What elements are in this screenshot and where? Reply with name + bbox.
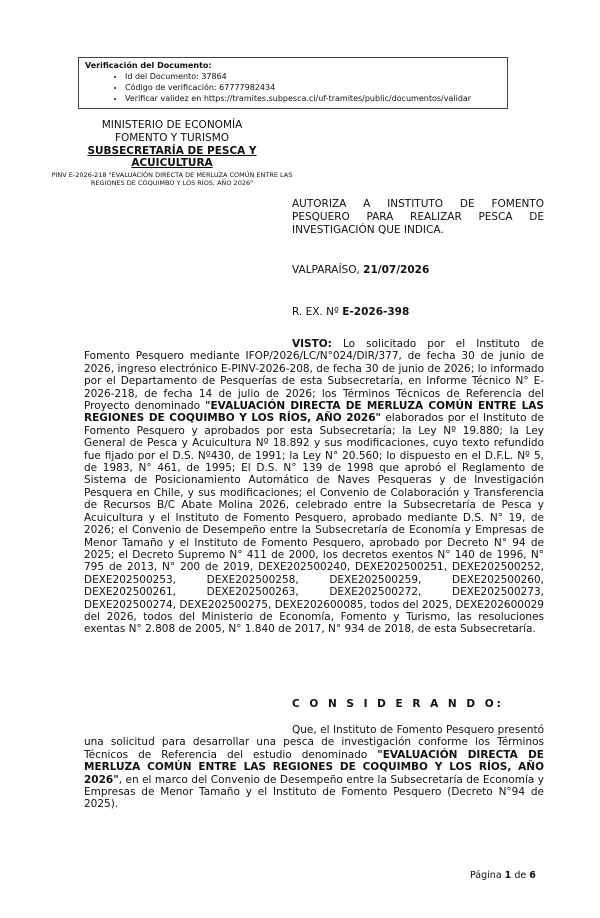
ministry-line-1: MINISTERIO DE ECONOMÍA (101, 119, 243, 131)
page-footer (470, 870, 536, 881)
considerando-heading: C O N S I D E R A N D O: (292, 698, 504, 710)
subsecretaria-title: SUBSECRETARÍA DE PESCA Y ACUICULTURA (87, 145, 257, 169)
visto-text-1: Lo solicitado por el Instituto de Fomento Pesquero mediante IFOP/2026/LC/N°024/DIR/377, de fecha 30 de junio de 2026, ingreso electrónico E-PINV-2026-208, de fecha 30 de junio de 2026; lo informado por el Departamento de Pesquerías de esta Subsecretaría, en Informe Técnico N° E-2026-218, de fecha 14 de julio de 2026; los Términos Técnicos de Referencia del Proyecto denominado (84, 338, 544, 413)
ministry-header (48, 119, 296, 187)
verification-item-url[interactable]: • Verificar validez en https://tramites.subpesca.cl/uf-tramites/public/documentos/validar (125, 93, 501, 104)
page-total: 6 (529, 870, 536, 881)
visto-text-2: elaborados por el Instituto de Fomento Pesquero y aprobados por esta Subsecretaría; la Ley Nº 19.880; la Ley General de Pesca y Acuicultura Nº 18.892 y sus modificaciones, cuyo texto refundido fue fijado por el D.S. Nº430, de 1991; la Ley N° 20.560; lo dispuesto en el D.F.L. Nº 5, de 1983, N° 461, de 1995; El D.S. N° 139 de 1998 que aprobó el Reglamento de Sistema de Posicionamiento Automático de Naves Pesqueras y de Investigación Pesquera en Chile, y sus modificaciones; el Convenio de Colaboración y Transferencia de Recursos B/C Abate Molina 2026, celebrado entre la Subsecretaría de Pesca y Acuicultura y el Instituto de Fomento Pesquero, aprobado mediante D.S. N° 19, de 2026; el Convenio de Desempeño entre la Subsecretaría de Economía y Empresas de Menor Tamaño y el Instituto de Fomento Pesquero, aprobado por Decreto N° 94 de 2025; el Decreto Supremo N° 411 de 2000, los decretos exentos N° 140 de 1996, N° 795 de 2013, N° 200 de 2019, DEXE202500240, DEXE202500251, DEXE202500252, DEXE202500253, DEXE202500258, DEXE202500259, DEXE202500260, DEXE202500261, DEXE202500263, DEXE202500272, DEXE202500273, DEXE202500274, DEXE202500275, DEXE202600085, todos del 2025, DEXE202600029 del 2026, todos del Ministerio de Economía, Fomento y Turismo, las resoluciones exentas N° 2.808 de 2005, N° 1.840 de 2017, N° 934 de 2018, de esta Subsecretaría. (84, 412, 544, 636)
pinv-reference: PINV E-2026-218 "EVALUACIÓN DIRECTA DE MERLUZA COMÚN ENTRE LAS REGIONES DE COQUIMBO Y LOS RÍOS, AÑO 2026" (51, 171, 293, 187)
resolution-summary: AUTORIZA A INSTITUTO DE FOMENTO PESQUERO PARA REALIZAR PESCA DE INVESTIGACIÓN QUE INDICA. (292, 198, 544, 236)
verification-item-code: • Código de verificación: 67777982434 (125, 82, 501, 93)
resolution-date: 21/07/2026 (363, 264, 430, 276)
place: VALPARAÍSO, (292, 264, 360, 276)
verification-list (85, 71, 501, 104)
verification-box (78, 57, 508, 109)
considerando-text-2: , en el marco del Convenio de Desempeño entre la Subsecretaría de Economía y Empresas de Menor Tamaño y el Instituto de Fomento Pesquero (Decreto N°94 de 2025). (84, 773, 544, 811)
visto-project-title: "EVALUACIÓN DIRECTA DE MERLUZA COMÚN ENTRE LAS REGIONES DE COQUIMBO Y LOS RÍOS, AÑO 2026" (84, 400, 544, 425)
visto-paragraph (84, 338, 544, 636)
rex-prefix: R. EX. Nº (292, 306, 339, 318)
considerando-project-title: "EVALUACIÓN DIRECTA DE MERLUZA COMÚN ENTRE LAS REGIONES DE COQUIMBO Y LOS RÍOS, AÑO 2026" (84, 748, 544, 786)
page-label: Página (470, 870, 502, 881)
verification-title: Verificación del Documento: (85, 61, 212, 70)
page-current: 1 (504, 870, 512, 881)
considerando-section (84, 724, 544, 811)
page-of-label: de (514, 870, 527, 881)
verification-item-id: • Id del Documento: 37864 (125, 71, 501, 82)
considerando-text-1: Que, el Instituto de Fomento Pesquero presentó una solicitud para desarrollar una pesca de investigación conforme los Términos Técnicos de Referencia del estudio denominado (84, 724, 544, 761)
visto-label: VISTO: (292, 338, 332, 350)
resolution-number-line (292, 306, 409, 318)
ministry-line-2: FOMENTO Y TURISMO (114, 132, 230, 144)
rex-number: E-2026-398 (342, 306, 410, 318)
visto-section (84, 338, 544, 636)
considerando-paragraph (84, 724, 544, 811)
place-date-line (292, 264, 429, 276)
